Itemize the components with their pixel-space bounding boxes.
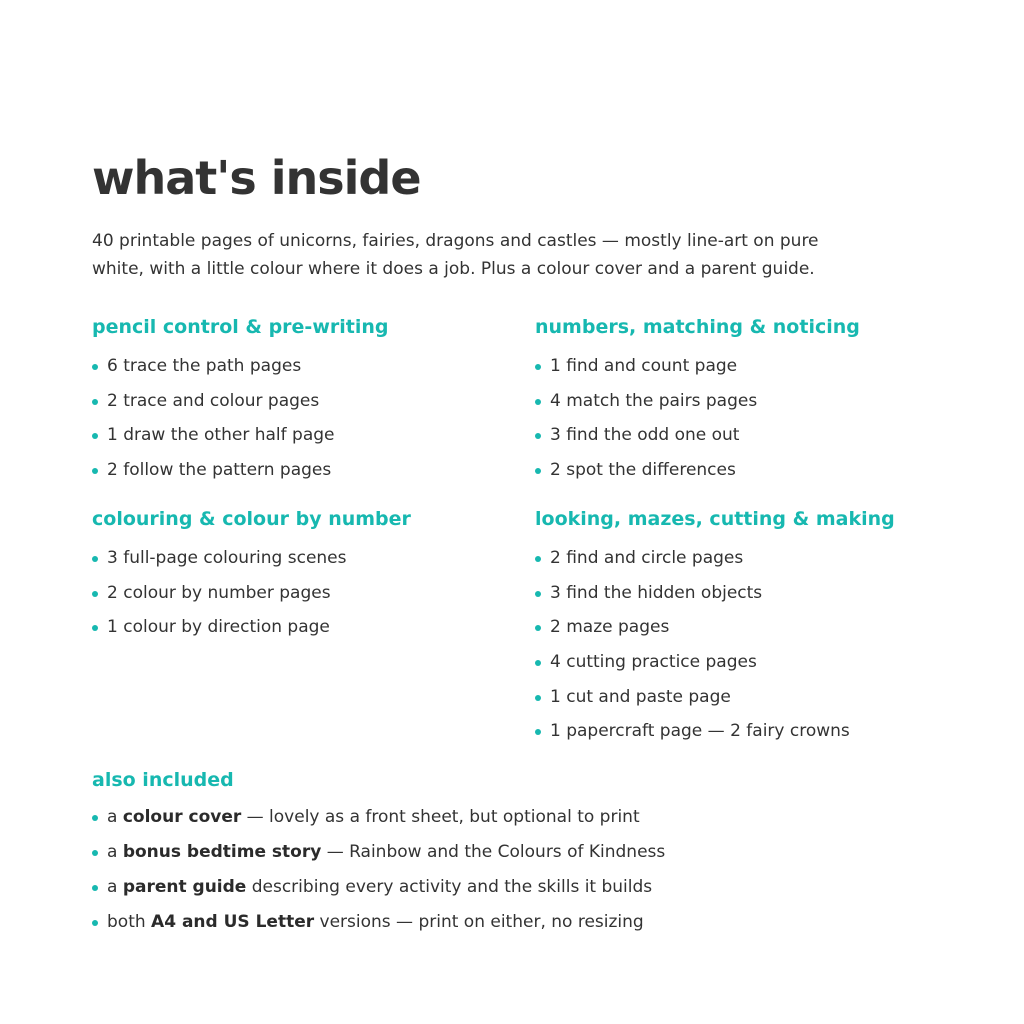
bullet-icon (535, 625, 541, 631)
list-item (92, 905, 972, 940)
item-list (535, 541, 972, 749)
bullet-icon (92, 850, 98, 856)
list-item (92, 418, 522, 453)
list-item (92, 610, 522, 645)
bullet-icon (92, 625, 98, 631)
item-suffix: — lovely as a front sheet, but optional to print (241, 807, 640, 827)
list-item (535, 645, 972, 680)
bullet-icon (535, 660, 541, 666)
item-bold-text: parent guide (122, 877, 247, 897)
section-also-included (92, 766, 972, 940)
item-list (535, 349, 972, 488)
section-heading: colouring & colour by number (92, 507, 411, 530)
section-heading: looking, mazes, cutting & making (535, 507, 895, 530)
item-text: 2 trace and colour pages (107, 390, 320, 411)
item-list (92, 541, 522, 645)
section-heading: also included (92, 769, 234, 791)
item-text: 1 find and count page (550, 356, 738, 376)
left-column (92, 313, 522, 662)
item-text: 2 find and circle pages (550, 547, 744, 568)
list-item (92, 835, 972, 870)
list-item (92, 870, 972, 905)
item-bold-text: bonus bedtime story (122, 842, 322, 862)
list-item (535, 418, 972, 453)
section-numbers-matching (535, 313, 972, 488)
item-text: 2 maze pages (550, 617, 670, 638)
activity-sections (92, 313, 972, 766)
item-prefix: both (107, 912, 152, 932)
item-text: 3 find the hidden objects (550, 582, 763, 603)
item-text: 1 draw the other half page (107, 425, 335, 446)
bullet-icon (535, 399, 541, 405)
list-item (92, 384, 522, 419)
item-bold-text: colour cover (122, 807, 242, 827)
list-item (535, 541, 972, 576)
item-bold-text: A4 and US Letter (151, 912, 315, 932)
item-text: 1 papercraft page — 2 fairy crowns (550, 721, 850, 742)
item-text: 2 follow the pattern pages (107, 460, 332, 481)
list-item (92, 453, 522, 488)
intro-paragraph: 40 printable pages of unicorns, fairies, dragons and castles — mostly line-art on pure white, with a little colour where it does a job. Plus a colour cover and a parent guide. (92, 231, 819, 279)
bullet-icon (92, 556, 98, 562)
bullet-icon (92, 815, 98, 821)
bullet-icon (92, 591, 98, 597)
right-column (535, 313, 972, 766)
bullet-icon (92, 468, 98, 474)
section-looking-mazes (535, 505, 972, 749)
bullet-icon (535, 433, 541, 439)
item-suffix: — Rainbow and the Colours of Kindness (321, 842, 666, 862)
list-item (535, 714, 972, 749)
item-list (92, 349, 522, 488)
bullet-icon (535, 729, 541, 735)
bullet-icon (535, 364, 541, 370)
bullet-icon (92, 433, 98, 439)
item-text: 1 colour by direction page (107, 617, 330, 638)
list-item (535, 384, 972, 419)
item-suffix: versions — print on either, no resizing (314, 912, 644, 932)
bullet-icon (535, 556, 541, 562)
item-text: 3 find the odd one out (550, 425, 740, 446)
item-prefix: a (107, 807, 123, 827)
item-text: 2 colour by number pages (107, 582, 331, 603)
section-pencil-control (92, 313, 522, 488)
item-text: 2 spot the differences (550, 460, 736, 481)
page-title: what's inside (92, 151, 421, 205)
bullet-icon (92, 364, 98, 370)
page-content (92, 148, 972, 940)
item-text: 4 match the pairs pages (550, 390, 758, 411)
bullet-icon (92, 885, 98, 891)
item-text: 4 cutting practice pages (550, 651, 757, 672)
bullet-icon (92, 920, 98, 926)
list-item (92, 800, 972, 835)
item-text: 3 full-page colouring scenes (107, 547, 347, 568)
list-item (535, 576, 972, 611)
item-list (92, 800, 972, 940)
section-colouring (92, 505, 522, 645)
list-item (92, 349, 522, 384)
bullet-icon (535, 695, 541, 701)
bullet-icon (535, 591, 541, 597)
bullet-icon (535, 468, 541, 474)
list-item (535, 680, 972, 715)
list-item (535, 610, 972, 645)
list-item (535, 453, 972, 488)
section-heading: pencil control & pre-writing (92, 316, 389, 338)
item-prefix: a (107, 842, 123, 862)
bullet-icon (92, 399, 98, 405)
section-heading: numbers, matching & noticing (535, 316, 860, 338)
item-prefix: a (107, 877, 123, 897)
item-text: 1 cut and paste page (550, 686, 731, 707)
item-text: 6 trace the path pages (107, 356, 302, 376)
item-suffix: describing every activity and the skills it builds (246, 877, 653, 897)
list-item (535, 349, 972, 384)
list-item (92, 541, 522, 576)
list-item (92, 576, 522, 611)
